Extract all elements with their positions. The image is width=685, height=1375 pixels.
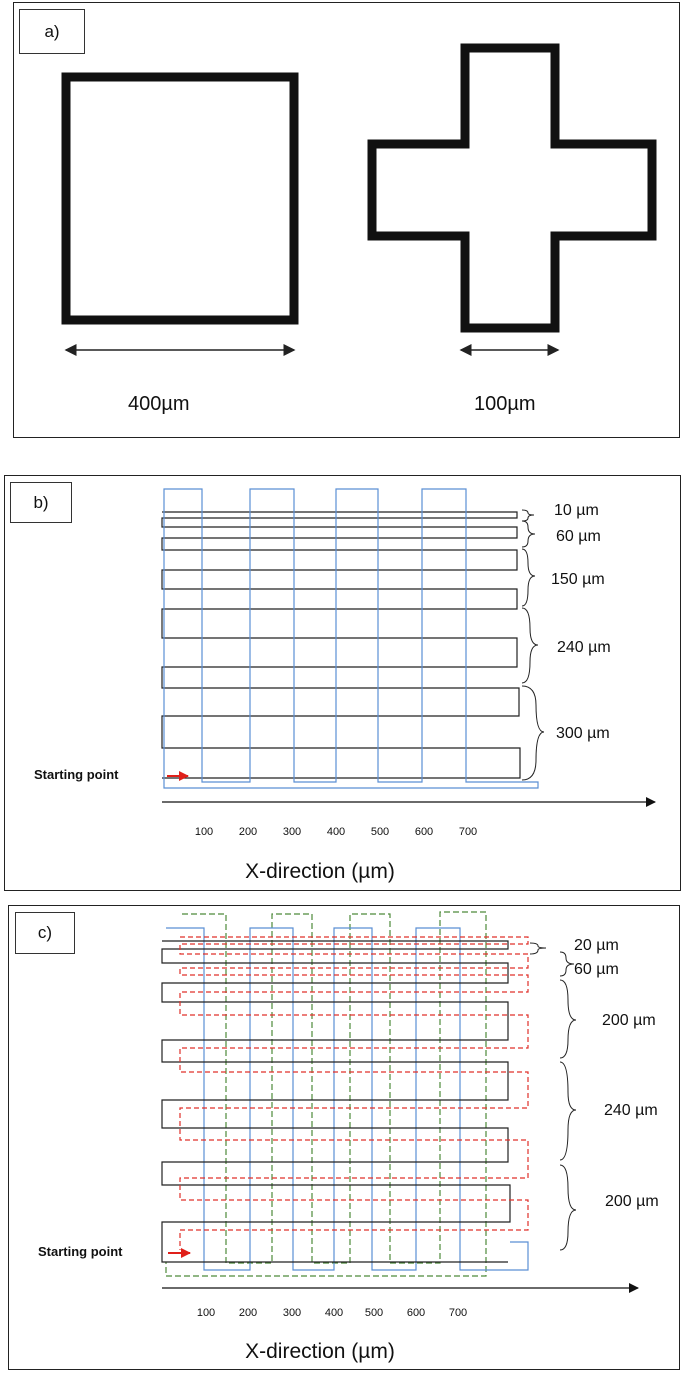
x-tick: 200 bbox=[238, 826, 258, 838]
spacing-label-5: 200 µm bbox=[605, 1193, 659, 1210]
x-tick: 300 bbox=[282, 1307, 302, 1319]
spacing-brace-4 bbox=[560, 1062, 576, 1160]
spacing-label-4: 240 µm bbox=[557, 639, 611, 656]
x-tick: 500 bbox=[364, 1307, 384, 1319]
x-tick: 400 bbox=[324, 1307, 344, 1319]
spacing-label-1: 10 µm bbox=[554, 502, 599, 519]
x-tick: 700 bbox=[448, 1307, 468, 1319]
square-dimension-label: 400µm bbox=[128, 393, 190, 415]
spacing-label-3: 150 µm bbox=[551, 571, 605, 588]
panel-a-label: a) bbox=[19, 9, 85, 54]
starting-point-label: Starting point bbox=[38, 1244, 123, 1259]
x-axis-title: X-direction (µm) bbox=[245, 1340, 395, 1363]
blue-raster-path bbox=[166, 928, 528, 1270]
spacing-brace-1 bbox=[530, 943, 546, 954]
x-tick: 600 bbox=[406, 1307, 426, 1319]
spacing-label-4: 240 µm bbox=[604, 1102, 658, 1119]
x-tick: 700 bbox=[458, 826, 478, 838]
panel-c-label: c) bbox=[15, 912, 75, 954]
red-raster-path bbox=[180, 937, 528, 1250]
spacing-brace-3 bbox=[560, 980, 576, 1058]
x-tick: 100 bbox=[196, 1307, 216, 1319]
spacing-label-1: 20 µm bbox=[574, 937, 619, 954]
spacing-brace-5 bbox=[560, 1165, 576, 1250]
x-axis-title: X-direction (µm) bbox=[245, 860, 395, 883]
x-tick: 600 bbox=[414, 826, 434, 838]
x-tick: 500 bbox=[370, 826, 390, 838]
panel-b-label: b) bbox=[10, 482, 72, 523]
spacing-label-3: 200 µm bbox=[602, 1012, 656, 1029]
spacing-label-5: 300 µm bbox=[556, 725, 610, 742]
x-tick: 300 bbox=[282, 826, 302, 838]
black-raster-path bbox=[162, 941, 510, 1262]
spacing-brace-2 bbox=[560, 952, 574, 976]
x-tick: 400 bbox=[326, 826, 346, 838]
x-tick: 100 bbox=[194, 826, 214, 838]
x-tick: 200 bbox=[238, 1307, 258, 1319]
spacing-label-2: 60 µm bbox=[556, 528, 601, 545]
starting-point-label: Starting point bbox=[34, 767, 119, 782]
spacing-label-2: 60 µm bbox=[574, 961, 619, 978]
cross-dimension-label: 100µm bbox=[474, 393, 536, 415]
